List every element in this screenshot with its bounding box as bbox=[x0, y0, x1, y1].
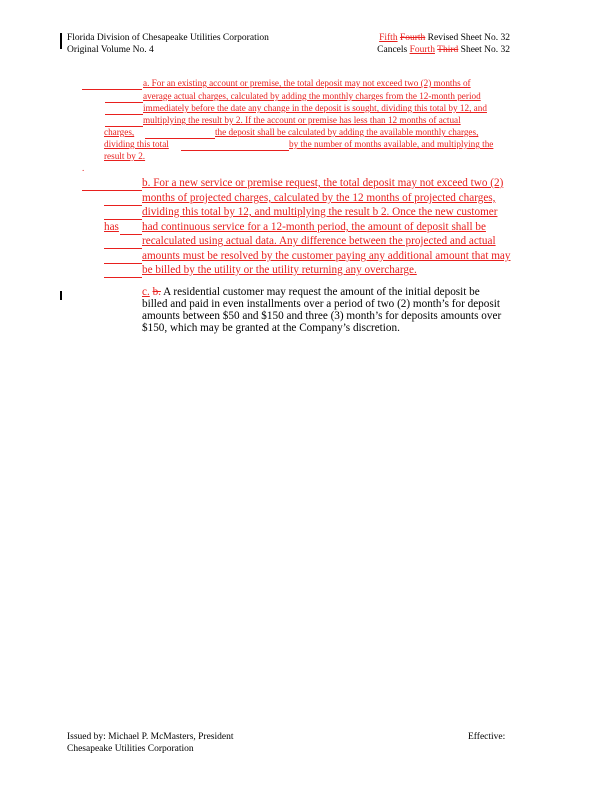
para-a-dot: . bbox=[82, 163, 85, 173]
para-a-line-7: result by 2. bbox=[104, 151, 146, 161]
para-a-line-6: by the number of months available, and multiplying the bbox=[289, 139, 494, 149]
header-company: Florida Division of Chesapeake Utilities Corporation bbox=[67, 33, 269, 43]
para-c-label-new: c. bbox=[142, 286, 150, 298]
footer-effective: Effective: bbox=[468, 732, 506, 742]
para-a-word-dividing: dividing this total bbox=[104, 139, 169, 149]
para-c-label-old: b. bbox=[152, 286, 161, 298]
para-a-line-4: multiplying the result by 2. If the account or premise has less than 12 months of actual bbox=[143, 115, 461, 125]
para-b-line-2: months of projected charges, calculated by the 12 months of projected charges, bbox=[142, 192, 496, 204]
change-bar-para-c bbox=[60, 291, 62, 300]
para-b-line-4: had continuous service for a 12-month period, the amount of deposit shall be bbox=[142, 221, 486, 233]
para-a-line-3: immediately before the date any change in the deposit is sought, dividing this total by 12, and bbox=[143, 103, 487, 113]
change-bar-header bbox=[60, 33, 62, 49]
para-b-line-5: recalculated using actual data. Any difference between the projected and actual bbox=[142, 235, 496, 247]
footer-issued-by: Issued by: Michael P. McMasters, President bbox=[67, 732, 234, 742]
para-a-word-charges: charges, bbox=[104, 127, 135, 137]
cancels-new: Fourth bbox=[409, 45, 435, 55]
para-c-text-1: A residential customer may request the amount of the initial deposit be bbox=[160, 286, 480, 298]
para-c-line-4: $150, which may be granted at the Company’s discretion. bbox=[142, 322, 400, 334]
para-b-line-7: be billed by the utility or the utility returning any overcharge. bbox=[142, 264, 417, 276]
header-volume: Original Volume No. 4 bbox=[67, 45, 154, 55]
para-c-line-2: billed and paid in even installments over a period of two (2) month’s for deposit bbox=[142, 298, 500, 310]
cancels-prefix: Cancels bbox=[377, 45, 410, 55]
cancels-old: Third bbox=[437, 45, 459, 55]
para-c-line-3: amounts between $50 and $150 and three (3) month’s for deposits amounts over bbox=[142, 310, 502, 322]
header-sheet bbox=[379, 32, 510, 44]
para-b-line-3: dividing this total by 12, and multiplying the result b 2. Once the new customer bbox=[142, 206, 498, 218]
para-b-word-has: has bbox=[104, 221, 119, 233]
sheet-old: Fourth bbox=[399, 33, 426, 43]
para-b-line-1: b. For a new service or premise request, the total deposit may not exceed two (2) bbox=[142, 177, 504, 189]
sheet-new: Fifth bbox=[379, 33, 398, 43]
para-a-line-1: a. For an existing account or premise, the total deposit may not exceed two (2) months of bbox=[143, 78, 471, 88]
para-a-line-2: average actual charges, calculated by adding the monthly charges from the 12-month period bbox=[143, 91, 481, 101]
footer-company: Chesapeake Utilities Corporation bbox=[67, 744, 194, 754]
header-cancels bbox=[377, 44, 510, 56]
sheet-rest: Revised Sheet No. 32 bbox=[425, 33, 510, 43]
para-b-line-6: amounts must be resolved by the customer paying any additional amount that may bbox=[142, 250, 511, 262]
cancels-rest: Sheet No. 32 bbox=[458, 45, 510, 55]
para-a-line-5: the deposit shall be calculated by adding the available monthly charges, bbox=[215, 127, 479, 137]
